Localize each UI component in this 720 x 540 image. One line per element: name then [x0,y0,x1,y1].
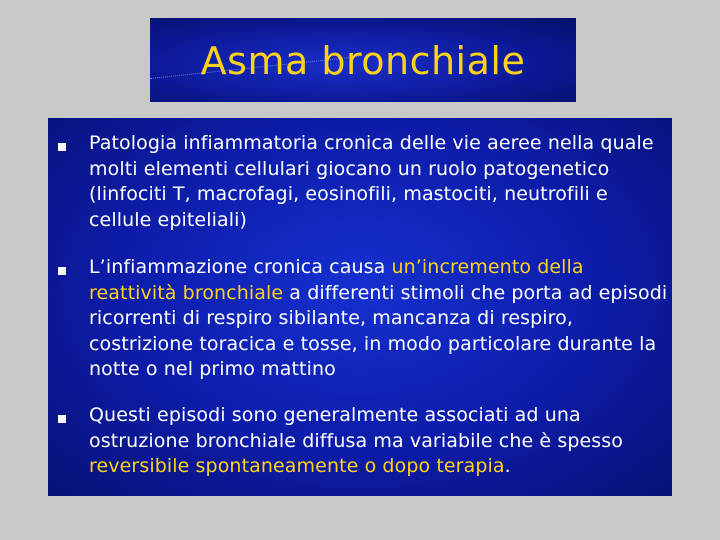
highlighted-phrase: reversibile spontaneamente o dopo terapia [89,455,505,477]
bullet-text-3: Questi episodi sono generalmente associati ad una ostruzione bronchiale diffusa ma variabile che è spesso reversibile spontaneamente o dopo terapia. [89,404,624,477]
slide-title: Asma bronchiale [200,39,526,83]
square-bullet-icon [58,143,66,151]
bullet-text-1: Patologia infiammatoria cronica delle vie aeree nella quale molti elementi cellulari giocano un ruolo patogenetico (linfociti T, macrofagi, eosinofili, mastociti, neutrofili e cellule epiteliali) [89,132,654,231]
content-panel [48,118,672,496]
highlighted-phrase: un’incremento della reattività bronchiale [89,256,584,304]
title-panel [150,18,576,102]
bullet-text-2: L’infiammazione cronica causa un’incremento della reattività bronchiale a differenti stimoli che porta ad episodi ricorrenti di respiro sibilante, mancanza di respiro, costrizione toracica e tosse, in modo particolare durante la notte o nel primo mattino [89,256,668,380]
square-bullet-icon [58,415,66,423]
square-bullet-icon [58,267,66,275]
